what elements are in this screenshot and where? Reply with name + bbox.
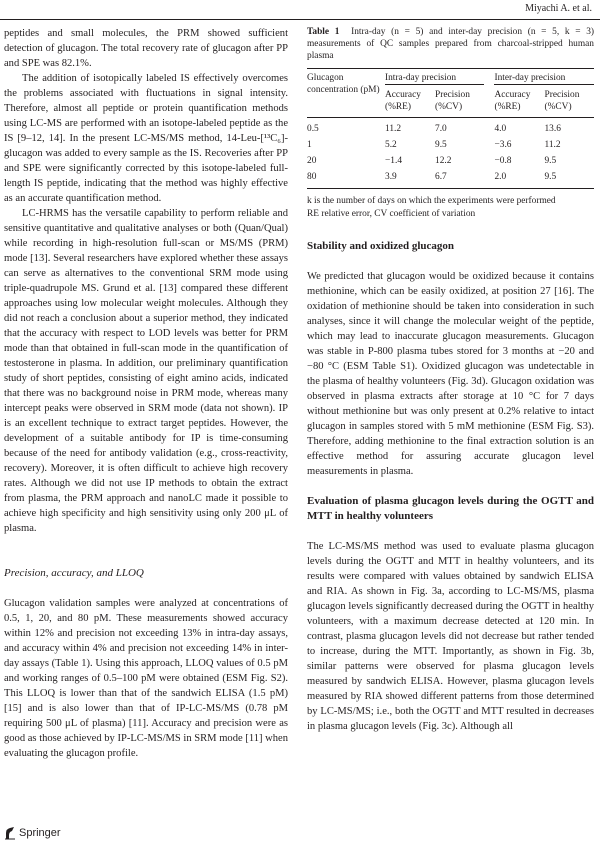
paragraph: The LC-MS/MS method was used to evaluate plasma glucagon levels during the OGTT and MTT in healthy volunteers, and its results were compared with values obtained by sandwich ELISA and RIA. As shown in Fig. 3a, according to LC-MS/MS, plasma glucagon levels significantly decreased during the OGTT in healthy volunteers, with a maximum decrease detected at 120 min. In contrast, plasma glucagon levels did not decrease but rather tended to increase, during the MTT. Importantly, as shown in Fig. 3b, similar patterns were observed for plasma glucagon levels measured by sandwich ELISA. However, plasma glucagon levels measured by RIA showed different patterns from those determined by LC-MS/MS; i.e., both the OGTT and MTT resulted in decreases in plasma glucagon levels (Fig. 3c). Although all — [307, 541, 594, 732]
table-cell: 9.5 — [544, 172, 557, 182]
section-heading: Stability and oxidized glucagon — [307, 240, 455, 252]
table-cell: 4.0 — [494, 124, 507, 134]
table-footnote: k is the number of days on which the experiments were performed — [307, 196, 556, 206]
table-cell — [484, 153, 494, 169]
table-cell: 2.0 — [494, 172, 507, 182]
table-cell — [484, 169, 494, 189]
precision-table — [307, 68, 594, 189]
table-cell: 1 — [307, 140, 312, 150]
table-row — [307, 169, 594, 189]
table-cell: 20 — [307, 156, 317, 166]
table-caption — [307, 26, 594, 62]
column-header-accuracy: Accuracy (%RE) — [385, 90, 421, 112]
table-cell: −1.4 — [385, 156, 403, 166]
right-column — [307, 26, 594, 734]
section-heading: Evaluation of plasma glucagon levels during the OGTT and MTT in healthy volunteers — [307, 495, 594, 522]
column-header-concentration: Glucagon concentration (pM) — [307, 73, 380, 95]
table-cell: 5.2 — [385, 140, 397, 150]
table-label: Table 1 — [307, 27, 340, 37]
column-header-precision: Precision (%CV) — [544, 90, 580, 112]
table-cell: 0.5 — [307, 124, 319, 134]
table-cell: −0.8 — [494, 156, 512, 166]
table-cell: 9.5 — [435, 140, 447, 150]
table-footnotes — [307, 195, 594, 221]
table-row — [307, 153, 594, 169]
table-cell — [484, 118, 494, 138]
group-header-intra: Intra-day precision — [385, 69, 484, 85]
table-cell: −3.6 — [494, 140, 512, 150]
header-rule — [0, 19, 600, 20]
table-cell: 3.9 — [385, 172, 397, 182]
table-row — [307, 137, 594, 153]
table-cell — [484, 137, 494, 153]
paragraph: peptides and small molecules, the PRM showed sufficient detection of glucagon. The total recovery rate of glucagon after PP and SPE was 82.1%. — [4, 28, 288, 69]
column-header-precision: Precision (%CV) — [435, 90, 470, 112]
paragraph: LC-HRMS has the versatile capability to perform reliable and sensitive quantitative and qualitative analyses or both (Quan/Qual) while recording in high-resolution full-scan or MS/MS (PRM) mode [13]. Several researchers have explored whether these assays can serve as alternatives to the conventional SRM mode using triple-quadrupole MS. Grund et al. [13] compared these different approaches using low molecular weight molecules. Although they did not reach a conclusion about a superior method, they indicated that the accuracy with respect to LOD levels was better for PRM mode than that obtained in full-scan mode in the quantification of testosterone in plasma. In addition, our preliminary quantification study of short peptides, consisting of eight amino acids, indicated that there was no background noise in PRM mode, whereas many intercept peaks were observed in SRM mode (data not shown). IP is an excellent technique to extract target peptides. However, the development of a suitable antibody for IP is time-consuming because of the need for antibody validation (e.g., cross-reactivity, recovery). Moreover, it is often difficult to achieve high recovery rates. Although we did not use IP methods to obtain the extract from plasma, the PRM approach and nanoLC made it possible to achieve high specificity and high sensitivity using only 200 μL of plasma. — [4, 208, 288, 534]
left-column — [4, 26, 288, 761]
table-cell: 11.2 — [385, 124, 402, 134]
table-cell: 11.2 — [544, 140, 561, 150]
table-cell: 7.0 — [435, 124, 447, 134]
table-cell: 80 — [307, 172, 317, 182]
group-header-inter: Inter-day precision — [494, 69, 594, 85]
running-head: Miyachi A. et al. — [525, 3, 592, 14]
table-block — [307, 26, 594, 221]
table-caption-text: Intra-day (n = 5) and inter-day precision (n = 5, k = 3) measurements of QC samples prepared from charcoal-stripped human plasma — [307, 27, 595, 61]
springer-logo-icon — [4, 826, 16, 840]
column-header-accuracy: Accuracy (%RE) — [494, 90, 531, 112]
publisher-footer — [4, 826, 61, 840]
table-cell: 13.6 — [544, 124, 561, 134]
paragraph: The addition of isotopically labeled IS effectively overcomes the problems associated with fluctuations in signal intensity. Therefore, almost all peptide or protein quantification methods using LC-MS are performed with an isotope-labeled peptide as the IS [9–12, 14]. In the present LC-MS/MS method, 14-Leu-[¹³C₆]-glucagon was added to every sample as the IS. Recoveries after PP and SPE were significantly corrected by this isotope-labeled full-length IS peptide, indicating that the method was highly effective as an accurate quantification method. — [4, 73, 288, 204]
table-footnote: RE relative error, CV coefficient of variation — [307, 209, 476, 219]
table-row — [307, 118, 594, 138]
publisher-name: Springer — [19, 827, 61, 839]
section-heading: Precision, accuracy, and LLOQ — [4, 567, 144, 579]
paragraph: We predicted that glucagon would be oxidized because it contains methionine, which can be easily oxidized, at position 27 [16]. The oxidation of methionine should be taken into consideration in such analyses, since it will change the molecular weight of the peptide, which may lead to inaccurate glucagon measurements. Glucagon was stable in P-800 plasma tubes stored for 3 months at −20 and −80 °C (ESM Table S1). Oxidized glucagon was undetectable in the plasma of healthy volunteers (Fig. 3d). Glucagon oxidation was observed in plasma extracts after storage at 10 °C for 7 days without methionine but was only present at 0.2% relative to intact glucagon in samples stored with 5 mM methionine (ESM Fig. S3). Therefore, adding methionine to the final extraction solution is an effective method for assuring accurate glucagon level measurements in plasma. — [307, 271, 594, 477]
table-cell: 12.2 — [435, 156, 452, 166]
paragraph: Glucagon validation samples were analyzed at concentrations of 0.5, 1, 20, and 80 pM. These measurements showed accuracy within 12% and precision not exceeding 13% in intra-day assays, and accuracy within 4% and precision not exceeding 14% in inter-day assays (Table 1). Using this approach, LLOQ values of 0.5 pM and working ranges of 0.5–100 pM were obtained (ESM Fig. S2). This LLOQ is lower than that of the sandwich ELISA (1.5 pM) [15] and is also lower than that of IP-LC-MS/MS (0.78 pM requiring 500 μL of plasma) [11]. Accuracy and precision were as good as those achieved by IP-LC-MS/MS in SRM mode [11] when evaluating the glucagon profile. — [4, 598, 288, 759]
table-cell: 9.5 — [544, 156, 557, 166]
table-cell: 6.7 — [435, 172, 447, 182]
